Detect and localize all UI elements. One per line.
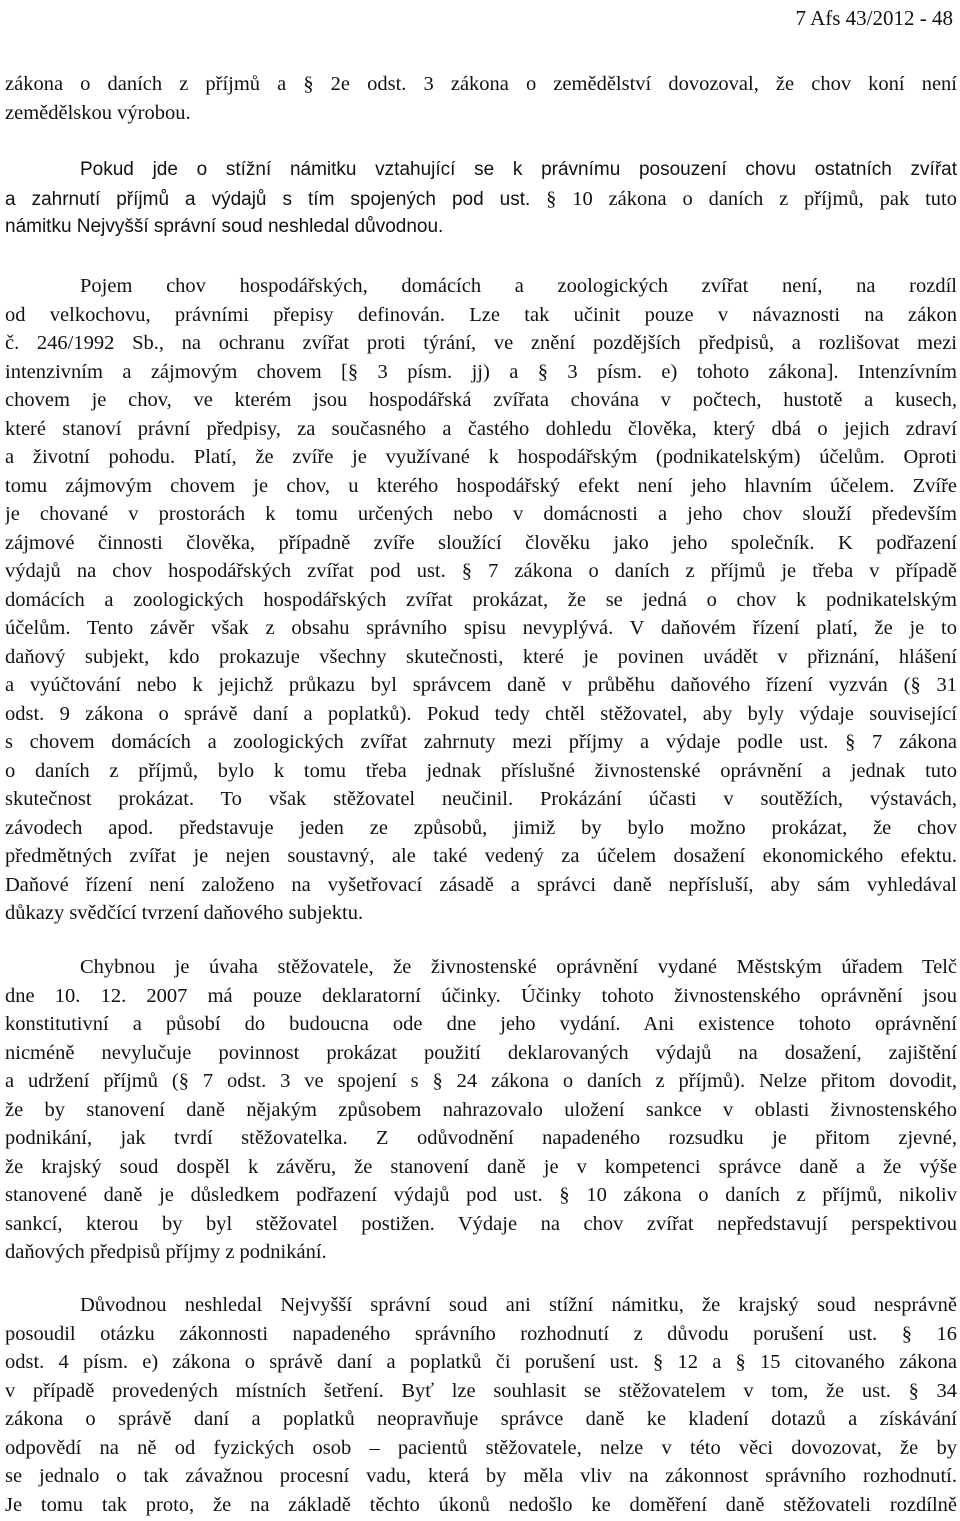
text-line: daňových předpisů příjmy z podnikání.: [5, 1241, 327, 1263]
text-line: účelům. Tento závěr však z obsahu správního spisu nevyplývá. V daňovém řízení platí, že je to: [5, 617, 957, 639]
text-line: č. 246/1992 Sb., na ochranu zvířat proti týrání, ve znění pozdějších předpisů, a rozlišovat mezi: [5, 332, 957, 354]
text-line: Důvodnou neshledal Nejvyšší správní soud ani stížní námitku, že krajský soud nesprávně: [80, 1294, 957, 1316]
text-line: zákona o daních z příjmů a § 2e odst. 3 zákona o zemědělství dovozoval, že chov koní není: [5, 73, 957, 95]
text-line: a vyúčtování nebo k jejichž průkazu byl správcem daně v průběhu daňového řízení vyzván (§ 31: [5, 674, 957, 696]
text-line: zákona o správě daní a poplatků neopravňuje správce daně ke kladení dotazů a získávání: [5, 1408, 957, 1430]
text-line: skutečnost prokázat. To však stěžovatel neučinil. Prokázání účasti v soutěžích, výstavách,: [5, 788, 957, 810]
text-line: s chovem domácích a zoologických zvířat zahrnuty mezi příjmy a výdaje podle ust. § 7 zákona: [5, 731, 957, 753]
text-line: sankcí, kterou by byl stěžovatel postižen. Výdaje na chov zvířat nepředstavují perspektivou: [5, 1212, 957, 1235]
text-line: podnikání, jak tvrdí stěžovatelka. Z odůvodnění napadeného rozsudku je přitom zjevné,: [5, 1127, 957, 1149]
paragraph: [5, 272, 957, 928]
text-line: zemědělskou výrobou.: [5, 101, 191, 124]
paragraph: [5, 70, 957, 127]
text-line: výdajů na chov hospodářských zvířat pod ust. § 7 zákona o daních z příjmů je třeba v případě: [5, 560, 957, 582]
text-line: chovem je chov, ve kterém jsou hospodářská zvířata chována v počtech, hustotě a kusech,: [5, 389, 957, 411]
text-line: posoudil otázku zákonnosti napadeného správního rozhodnutí z důvodu porušení ust. § 16: [5, 1322, 957, 1345]
text-line: námitku Nejvyšší správní soud neshledal důvodnou.: [5, 216, 444, 237]
text-line: o daních z příjmů, bylo k tomu třeba jednak příslušné živnostenské oprávnění a jednak tuto: [5, 759, 957, 782]
text-segment: a zahrnutí příjmů a výdajů s tím spojených pod ust.: [5, 188, 531, 210]
text-line: důkazy svědčící tvrzení daňového subjektu.: [5, 902, 364, 924]
text-line: dne 10. 12. 2007 má pouze deklaratorní účinky. Účinky tohoto živnostenského oprávnění jsou: [5, 984, 957, 1007]
text-line: Je tomu tak proto, že na základě těchto úkonů nedošlo ke doměření daně stěžovateli rozdílně: [5, 1493, 957, 1516]
text-line: tomu zájmovým chovem je chov, u kterého hospodářský efekt není jeho hlavním účelem. Zvíře: [5, 474, 957, 497]
text-line: a udržení příjmů (§ 7 odst. 3 ve spojení s § 24 zákona o daních z příjmů). Nelze přitom dovodit,: [5, 1070, 957, 1092]
text-line: stanovené daně je důsledkem podřazení výdajů pod ust. § 10 zákona o daních z příjmů, nikoliv: [5, 1184, 957, 1206]
text-line: odst. 4 písm. e) zákona o správě daní a poplatků či porušení ust. § 12 a § 15 citovaného zákona: [5, 1351, 957, 1373]
text-line: které stanoví právní předpisy, za současného a častého dohledu člověka, který dbá o jejich zdraví: [5, 417, 957, 440]
text-line: se jednalo o tak závažnou procesní vadu, která by měla vliv na zákonnost správního rozhodnutí.: [5, 1465, 957, 1487]
text-segment: § 10 zákona o daních z příjmů, pak tuto: [546, 187, 957, 210]
text-line: je chované v prostorách k tomu určených nebo v domácnosti a jeho chov slouží především: [5, 503, 957, 525]
text-line: Chybnou je úvaha stěžovatele, že živnostenské oprávnění vydané Městským úřadem Telč: [80, 956, 957, 978]
text-line: Pojem chov hospodářských, domácích a zoologických zvířat není, na rozdíl: [80, 275, 957, 297]
text-line: odpovědí na ně od fyzických osob – pacientů stěžovatele, nelze v této věci dovozovat, že by: [5, 1436, 957, 1459]
text-line: od velkochovu, právními přepisy definován. Lze tak učinit pouze v návaznosti na zákon: [5, 303, 957, 326]
text-line: že krajský soud dospěl k závěru, že stanovení daně je v kompetenci správce daně a že výše: [5, 1155, 957, 1178]
text-line: [5, 185, 957, 214]
text-line: závodech apod. představuje jeden ze způsobů, jimiž by bylo možno prokázat, že chov: [5, 816, 957, 839]
text-line: předmětných zvířat je nejen soustavný, ale také vedený za účelem dosažení ekonomického efektu.: [5, 845, 957, 867]
paragraph: [5, 156, 957, 242]
text-line: Daňové řízení není založeno na vyšetřovací zásadě a správci daně nepřísluší, aby sám vyhledával: [5, 873, 957, 896]
text-line: konstitutivní a působí do budoucna ode dne jeho vydání. Ani existence tohoto oprávnění: [5, 1013, 957, 1035]
text-line: daňový subjekt, kdo prokazuje všechny skutečnosti, které je povinen uvádět v přiznání, hlášení: [5, 645, 957, 668]
paragraph: [5, 953, 957, 1267]
text-line: intenzivním a zájmovým chovem [§ 3 písm. jj) a § 3 písm. e) tohoto zákona]. Intenzívním: [5, 360, 957, 383]
paragraph: [5, 1291, 957, 1519]
text-line: že by stanovení daně nějakým způsobem nahrazovalo uložení sankce v oblasti živnostenského: [5, 1098, 957, 1121]
text-line: domácích a zoologických hospodářských zvířat prokázat, že se jedná o chov k podnikatelským: [5, 588, 957, 611]
text-line: odst. 9 zákona o správě daní a poplatků). Pokud tedy chtěl stěžovatel, aby byly výdaje související: [5, 702, 957, 725]
text-line: nicméně nevylučuje povinnost prokázat použití deklarovaných výdajů na dosažení, zajištění: [5, 1041, 957, 1064]
text-line: v případě provedených místních šetření. Byť lze souhlasit se stěžovatelem v tom, že ust. § 34: [5, 1379, 957, 1402]
page-reference: 7 Afs 43/2012 - 48: [795, 6, 953, 30]
text-line: Pokud jde o stížní námitku vztahující se k právnímu posouzení chovu ostatních zvířat: [80, 159, 957, 180]
text-line: a životní pohodu. Platí, že zvíře je využívané k hospodářským (podnikatelským) účelům. Oproti: [5, 446, 957, 468]
text-line: zájmové činnosti člověka, případně zvíře sloužící člověku jako jeho společník. K podřazení: [5, 531, 957, 554]
